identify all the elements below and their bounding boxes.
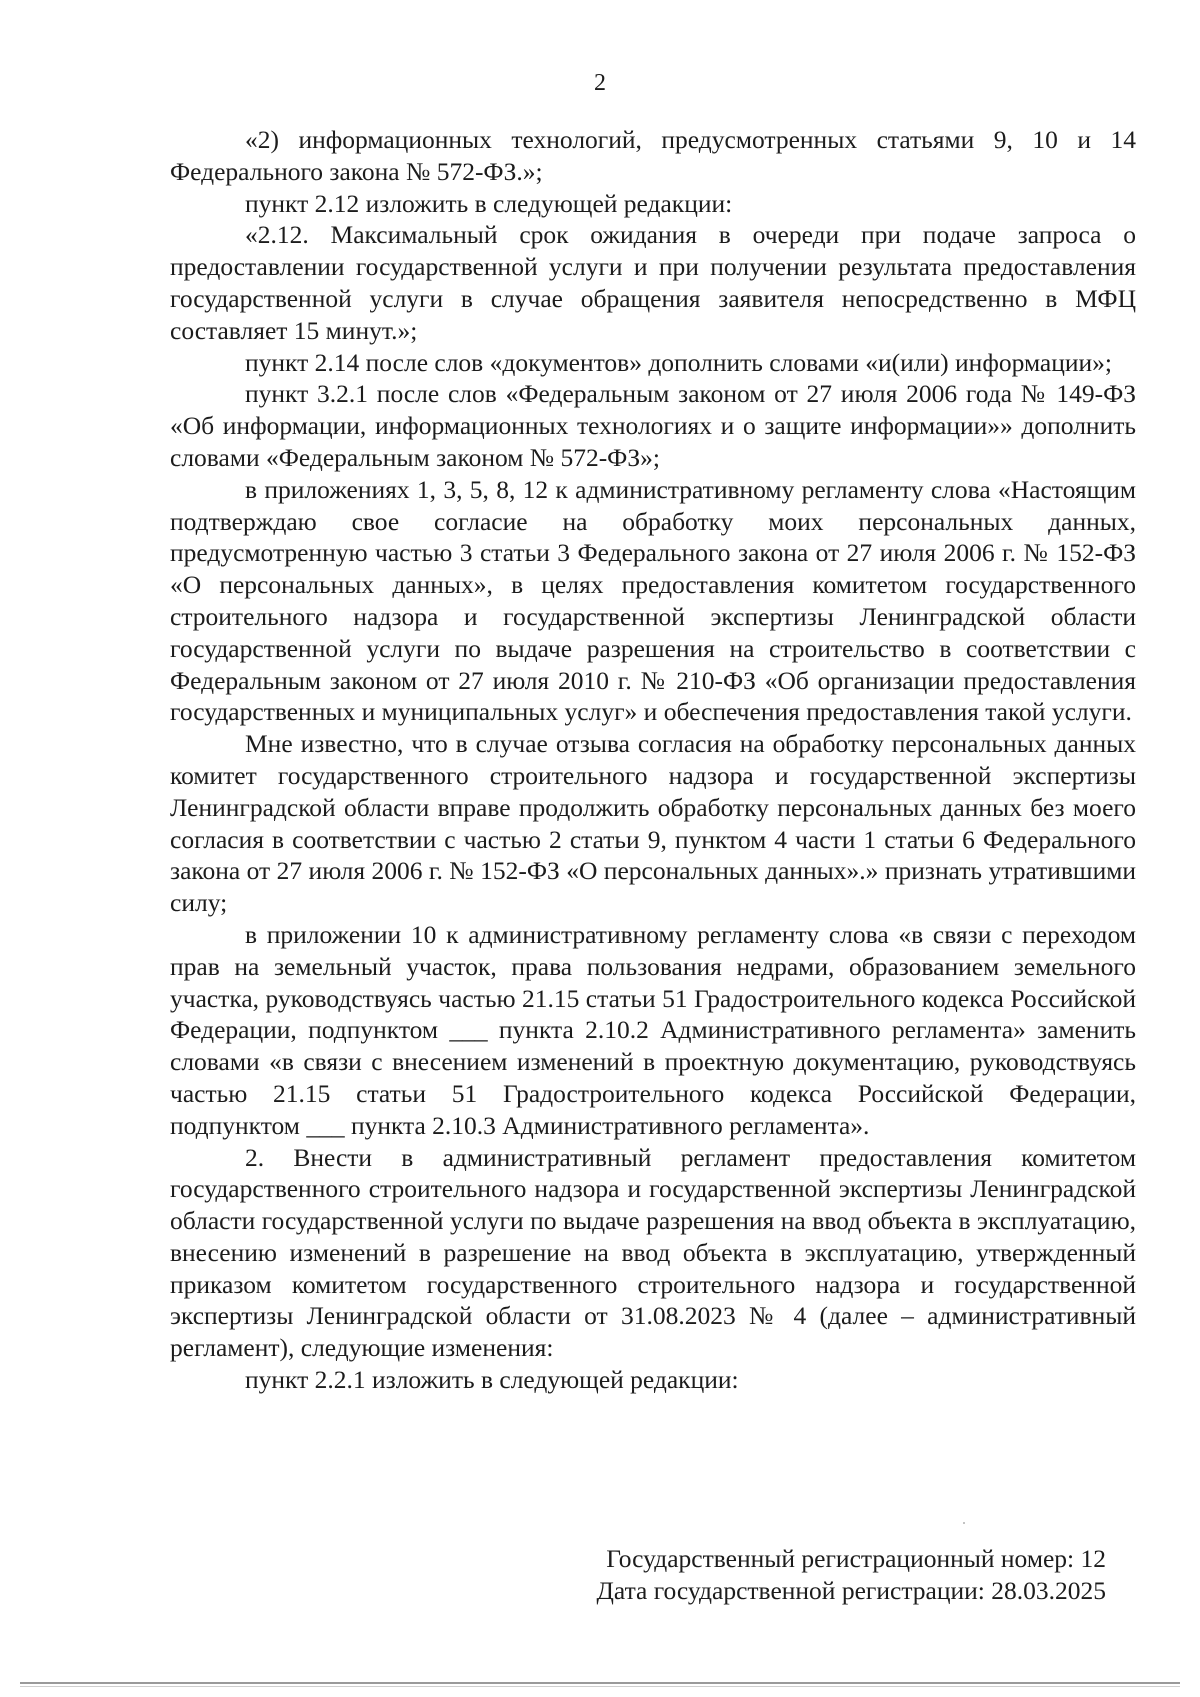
- paragraph-clause-2-12-text: «2.12. Максимальный срок ожидания в очереди при подаче запроса о предоставлении государственной услуги и при получении результата предоставления государственной услуги в случае обращения заявителя непосредственно в МФЦ составляет 15 минут.»;: [170, 220, 1136, 345]
- paragraph-clause-2-2-1: пункт 2.2.1 изложить в следующей редакции:: [245, 1365, 739, 1395]
- paragraph-clause-2-14: пункт 2.14 после слов «документов» дополнить словами «и(или) информации»;: [245, 347, 1113, 377]
- document-body: [170, 124, 1136, 1396]
- registration-block: [597, 1543, 1106, 1606]
- scan-speck: [963, 1522, 965, 1524]
- paragraph-item-2-amendment: «2) информационных технологий, предусмотренных статьями 9, 10 и 14 Федерального закона № 572-ФЗ.»;: [170, 125, 1136, 186]
- paragraph-clause-3-2-1: пункт 3.2.1 после слов «Федеральным законом от 27 июля 2006 года № 149-ФЗ «Об информации, информационных технологиях и о защите информации»» дополнить словами «Федеральным законом № 572-ФЗ»;: [170, 379, 1136, 472]
- scan-bottom-edge: [20, 1682, 1180, 1684]
- paragraph-consent-withdrawal: Мне известно, что в случае отзыва согласия на обработку персональных данных комитет государственного строительного надзора и государственной экспертизы Ленинградской области вправе продолжить обработку персональных данных без моего согласия в соответствии с частью 2 статьи 9, пунктом 4 части 1 статьи 6 Федерального закона от 27 июля 2006 г. № 152-ФЗ «О персональных данных».» признать утратившими силу;: [170, 729, 1136, 918]
- page-number: 2: [594, 70, 606, 96]
- paragraph-appendix-10: в приложении 10 к административному регламенту слова «в связи с переходом прав на земельный участок, права пользования недрами, образованием земельного участка, руководствуясь частью 21.15 статьи 51 Градостроительного кодекса Российской Федерации, подпунктом ___ пункта 2.10.2 Административного регламента» заменить словами «в связи с внесением изменений в проектную документацию, руководствуясь частью 21.15 статьи 51 Градостроительного кодекса Российской Федерации, подпунктом ___ пункта 2.10.3 Административного регламента».: [170, 919, 1136, 1140]
- paragraph-clause-2-12-intro: пункт 2.12 изложить в следующей редакции:: [245, 188, 733, 218]
- registration-date: Дата государственной регистрации: 28.03.2025: [596, 1575, 1106, 1605]
- paragraph-appendices-consent: в приложениях 1, 3, 5, 8, 12 к административному регламенту слова «Настоящим подтверждаю свое согласие на обработку моих персональных данных, предусмотренную частью 3 статьи 3 Федерального закона от 27 июля 2006 г. № 152-ФЗ «О персональных данных», в целях предоставления комитетом государственного строительного надзора и государственной экспертизы Ленинградской области государственной услуги по выдаче разрешения на строительство в соответствии с Федеральным законом от 27 июля 2010 г. № 210-ФЗ «Об организации предоставления государственных и муниципальных услуг» и обеспечения предоставления такой услуги.: [170, 474, 1136, 727]
- paragraph-item-2-regulation: 2. Внести в административный регламент предоставления комитетом государственного строительного надзора и государственной экспертизы Ленинградской области государственной услуги по выдаче разрешения на ввод объекта в эксплуатацию, внесению изменений в разрешение на ввод объекта в эксплуатацию, утвержденный приказом комитетом государственного строительного надзора и государственной экспертизы Ленинградской области от 31.08.2023 № 4 (далее – административный регламент), следующие изменения:: [170, 1142, 1136, 1363]
- registration-number: Государственный регистрационный номер: 12: [606, 1544, 1106, 1573]
- scan-bottom-edge-shadow: [20, 1686, 1180, 1687]
